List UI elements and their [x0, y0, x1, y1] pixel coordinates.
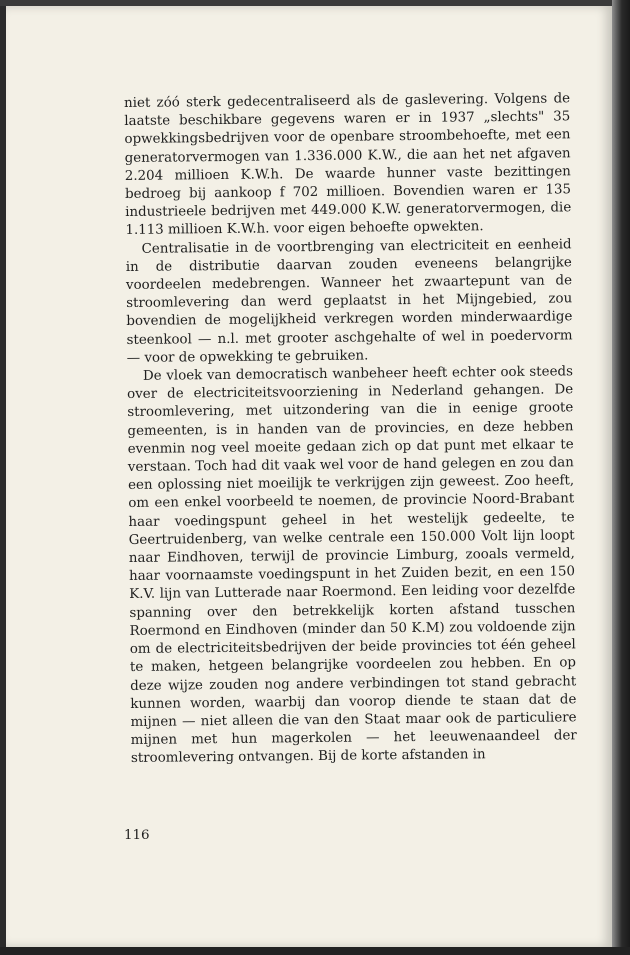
book-spine-edge [612, 0, 630, 955]
paragraph: Centralisatie in de voortbrenging van electriciteit en eenheid in de distributie daarvan zouden eveneens belangrijke voordeelen medebrengen. Wanneer het zwaartepunt van de stroomlevering dan werd geplaatst in het Mijngebied, zou bovendien de mogelijkheid verkregen worden minderwaardige steenkool — n.l. met grooter aschgehalte of wel in poedervorm — voor de opwekking te gebruiken. [125, 236, 573, 366]
scan-border-bottom [0, 947, 630, 955]
paragraph: De vloek van democratisch wanbeheer heeft echter ook steeds over de electriciteitsvoorziening in Nederland gehangen. De stroomlevering, met uitzondering van die in eenige groote gemeenten, is in handen van de provincies, en deze hebben evenmin nog veel moeite gedaan zich op dat punt met elkaar te verstaan. Toch had dit vaak wel voor de hand gelegen en zou dan een oplossing niet moeilijk te verkrijgen zijn geweest. Zoo heeft, om een enkel voorbeeld te noemen, de provincie Noord-Brabant haar voedingspunt geheel in het westelijk gedeelte, te Geertruidenberg, van welke centrale een 150.000 Volt lijn loopt naar Eindhoven, terwijl de provincie Limburg, zooals vermeld, haar voornaamste voedingspunt in het Zuiden bezit, en een 150 K.V. lijn van Lutterade naar Roermond. Een leiding voor dezelfde spanning over den betrekkelijk korten afstand tusschen Roermond en Eindhoven (minder dan 50 K.M) zou voldoende zijn om de electriciteitsbedrijven der beide provincies tot één geheel te maken, hetgeen belangrijke voordeelen zou hebben. En op deze wijze zouden nog andere verbindingen tot stand gebracht kunnen worden, waarbij dan voorop diende te staan dat de mijnen — niet alleen die van den Staat maar ook de particuliere mijnen met hun magerkolen — het leeuwenaandeel der stroomlevering ontvangen. Bij de korte afstanden in [127, 364, 577, 767]
paragraph: niet zóó sterk gedecentraliseerd als de gaslevering. Volgens de laatste beschikbare gegevens waren er in 1937 „slechts" 35 opwekkingsbedrijven voor de openbare stroombehoefte, met een generatorvermogen van 1.336.000 K.W., die aan het net afgaven 2.204 millioen K.W.h. De waarde hunner vaste bezittingen bedroeg bij aankoop f 702 millioen. Bovendien waren er 135 industrieele bedrijven met 449.000 K.W. generatorvermogen, die 1.113 millioen K.W.h. voor eigen behoefte opwekten. [124, 91, 572, 239]
page-number: 116 [124, 828, 150, 843]
body-text [124, 90, 577, 768]
